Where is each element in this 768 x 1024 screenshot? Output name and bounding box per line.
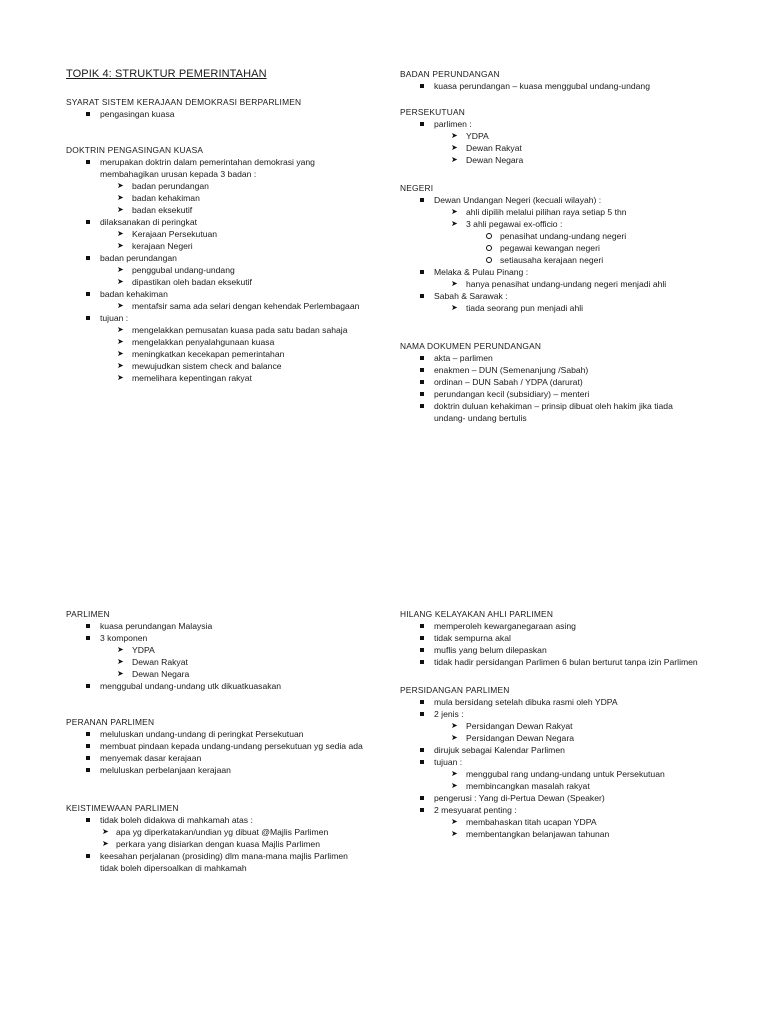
list-syarat — [66, 108, 366, 120]
arrow-bullet-icon: ➤ — [117, 277, 124, 286]
arrow-bullet-icon: ➤ — [117, 205, 124, 214]
list-item: ➤ Dewan Rakyat — [451, 143, 522, 153]
square-bullet-icon — [420, 648, 424, 652]
square-bullet-icon — [86, 756, 90, 760]
heading-parlimen: PARLIMEN — [66, 609, 110, 619]
list-item: ➤ Dewan Negara — [117, 669, 190, 679]
list-nama-dokumen — [400, 352, 700, 424]
square-bullet-icon — [420, 624, 424, 628]
list-item: Dewan Undangan Negeri (kecuali wilayah) : — [400, 194, 700, 206]
square-bullet-icon — [420, 760, 424, 764]
square-bullet-icon — [420, 392, 424, 396]
list-item: badan kehakiman — [66, 288, 366, 300]
list-item: ➤ Kerajaan Persekutuan — [117, 229, 218, 239]
heading-persidangan: PERSIDANGAN PARLIMEN — [400, 685, 510, 695]
list-item: ➤ 3 ahli pegawai ex-officio : — [451, 219, 563, 229]
circle-bullet-icon — [486, 245, 492, 251]
list-item: ➤ Dewan Negara — [451, 155, 524, 165]
arrow-bullet-icon: ➤ — [117, 349, 124, 358]
right-column-bottom — [400, 608, 700, 840]
square-bullet-icon — [86, 220, 90, 224]
list-item: ➤ penggubal undang-undang — [117, 265, 235, 275]
arrow-bullet-icon: ➤ — [451, 829, 458, 838]
arrow-bullet-icon: ➤ — [451, 733, 458, 742]
list-item: ➤ membahaskan titah ucapan YDPA — [451, 817, 597, 827]
square-bullet-icon — [420, 294, 424, 298]
heading-badan-perundangan: BADAN PERUNDANGAN — [400, 69, 500, 79]
list-item: ➤ kerajaan Negeri — [117, 241, 193, 251]
list-item: ➤ badan eksekutif — [117, 205, 193, 215]
square-bullet-icon — [420, 84, 424, 88]
arrow-bullet-icon: ➤ — [451, 303, 458, 312]
list-item: enakmen – DUN (Semenanjung /Sabah) — [400, 364, 700, 376]
list-item: kuasa perundangan Malaysia — [66, 620, 366, 632]
list-item: ➤ mentafsir sama ada selari dengan kehendak Perlembagaan — [117, 301, 360, 311]
list-item: meluluskan perbelanjaan kerajaan — [66, 764, 366, 776]
list-item: ➤ YDPA — [451, 131, 489, 141]
square-bullet-icon — [420, 796, 424, 800]
arrow-bullet-icon: ➤ — [117, 241, 124, 250]
arrow-bullet-icon: ➤ — [117, 373, 124, 382]
right-column-top — [400, 68, 700, 424]
square-bullet-icon — [86, 854, 90, 858]
arrow-bullet-icon: ➤ — [117, 181, 124, 190]
list-item: parlimen : — [400, 118, 700, 130]
list-item: meluluskan undang-undang di peringkat Persekutuan — [66, 728, 366, 740]
square-bullet-icon — [86, 636, 90, 640]
list-item: kuasa perundangan – kuasa menggubal undang-undang — [400, 80, 700, 92]
list-persekutuan — [400, 118, 700, 166]
square-bullet-icon — [420, 198, 424, 202]
page-title: TOPIK 4: STRUKTUR PEMERINTAHAN — [66, 68, 267, 80]
arrow-bullet-icon: ➤ — [117, 669, 124, 678]
heading-doktrin: DOKTRIN PENGASINGAN KUASA — [66, 145, 204, 155]
arrow-bullet-icon: ➤ — [117, 301, 124, 310]
list-item: ➤ YDPA — [117, 645, 155, 655]
list-item: ➤ Dewan Rakyat — [117, 657, 188, 667]
list-item: pengasingan kuasa — [66, 108, 366, 120]
list-hilang-kelayakan — [400, 620, 700, 668]
list-item: mula bersidang setelah dibuka rasmi oleh YDPA — [400, 696, 700, 708]
list-item: ➤ mengelakkan penyalahgunaan kuasa — [117, 337, 275, 347]
arrow-bullet-icon: ➤ — [117, 265, 124, 274]
list-item: muflis yang belum dilepaskan — [400, 644, 700, 656]
list-item: ➤ hanya penasihat undang-undang negeri menjadi ahli — [451, 279, 667, 289]
left-column-bottom — [66, 608, 366, 874]
list-item: ➤ badan perundangan — [117, 181, 209, 191]
heading-hilang-kelayakan: HILANG KELAYAKAN AHLI PARLIMEN — [400, 609, 554, 619]
list-doktrin — [66, 156, 366, 384]
list-item: membuat pindaan kepada undang-undang persekutuan yg sedia ada — [66, 740, 366, 752]
square-bullet-icon — [86, 768, 90, 772]
left-column-top — [66, 68, 366, 384]
list-item: ➤ Persidangan Dewan Rakyat — [451, 721, 573, 731]
arrow-bullet-icon: ➤ — [451, 143, 458, 152]
list-item: ➤ meningkatkan kecekapan pemerintahan — [117, 349, 285, 359]
list-item: ➤ perkara yang disiarkan dengan kuasa Majlis Parlimen — [102, 839, 320, 849]
list-negeri — [400, 194, 700, 314]
square-bullet-icon — [86, 160, 90, 164]
list-item: ➤ membentangkan belanjawan tahunan — [451, 829, 610, 839]
square-bullet-icon — [420, 380, 424, 384]
list-item: ➤ ahli dipilih melalui pilihan raya setiap 5 thn — [451, 207, 627, 217]
list-keistimewaan — [66, 814, 366, 874]
arrow-bullet-icon: ➤ — [117, 325, 124, 334]
square-bullet-icon — [420, 636, 424, 640]
list-item: 2 jenis : — [400, 708, 700, 720]
list-badan-perundangan — [400, 80, 700, 92]
list-item: pegawai kewangan negeri — [400, 242, 700, 254]
list-item: dirujuk sebagai Kalendar Parlimen — [400, 744, 700, 756]
arrow-bullet-icon: ➤ — [117, 193, 124, 202]
heading-keistimewaan: KEISTIMEWAAN PARLIMEN — [66, 803, 179, 813]
list-item: pengerusi : Yang di-Pertua Dewan (Speaker) — [400, 792, 700, 804]
arrow-bullet-icon: ➤ — [451, 781, 458, 790]
arrow-bullet-icon: ➤ — [451, 279, 458, 288]
list-item: tujuan : — [66, 312, 366, 324]
list-item: tidak boleh didakwa di mahkamah atas : — [66, 814, 366, 826]
list-item: doktrin duluan kehakiman – prinsip dibuat oleh hakim jika tiada undang- undang bertulis — [400, 400, 700, 424]
circle-bullet-icon — [486, 257, 492, 263]
heading-syarat: SYARAT SISTEM KERAJAAN DEMOKRASI BERPARLIMEN — [66, 97, 302, 107]
heading-negeri: NEGERI — [400, 183, 434, 193]
arrow-bullet-icon: ➤ — [451, 207, 458, 216]
square-bullet-icon — [86, 316, 90, 320]
arrow-bullet-icon: ➤ — [117, 645, 124, 654]
square-bullet-icon — [86, 112, 90, 116]
square-bullet-icon — [420, 404, 424, 408]
heading-persekutuan: PERSEKUTUAN — [400, 107, 466, 117]
square-bullet-icon — [420, 808, 424, 812]
arrow-bullet-icon: ➤ — [451, 155, 458, 164]
square-bullet-icon — [86, 256, 90, 260]
square-bullet-icon — [420, 356, 424, 360]
arrow-bullet-icon: ➤ — [117, 361, 124, 370]
square-bullet-icon — [86, 624, 90, 628]
list-item: tidak hadir persidangan Parlimen 6 bulan berturut tanpa izin Parlimen — [400, 656, 700, 668]
arrow-bullet-icon: ➤ — [117, 337, 124, 346]
list-peranan — [66, 728, 366, 776]
list-item: badan perundangan — [66, 252, 366, 264]
list-item: keesahan perjalanan (prosiding) dlm mana-mana majlis Parlimen tidak boleh dipersoalkan di mahkamah — [66, 850, 366, 874]
square-bullet-icon — [420, 660, 424, 664]
square-bullet-icon — [420, 748, 424, 752]
list-item: Sabah & Sarawak : — [400, 290, 700, 302]
list-item: 2 mesyuarat penting : — [400, 804, 700, 816]
list-item: dilaksanakan di peringkat — [66, 216, 366, 228]
arrow-bullet-icon: ➤ — [117, 657, 124, 666]
square-bullet-icon — [86, 292, 90, 296]
square-bullet-icon — [86, 818, 90, 822]
arrow-bullet-icon: ➤ — [102, 839, 109, 848]
square-bullet-icon — [420, 122, 424, 126]
list-item: ➤ menggubal rang undang-undang untuk Persekutuan — [451, 769, 665, 779]
list-item: Melaka & Pulau Pinang : — [400, 266, 700, 278]
square-bullet-icon — [420, 270, 424, 274]
arrow-bullet-icon: ➤ — [451, 131, 458, 140]
list-item: tidak sempurna akal — [400, 632, 700, 644]
list-item: penasihat undang-undang negeri — [400, 230, 700, 242]
list-item: ➤ mengelakkan pemusatan kuasa pada satu badan sahaja — [117, 325, 348, 335]
heading-nama-dokumen: NAMA DOKUMEN PERUNDANGAN — [400, 341, 542, 351]
arrow-bullet-icon: ➤ — [117, 229, 124, 238]
list-item: ➤ dipastikan oleh badan eksekutif — [117, 277, 252, 287]
list-item: ➤ tiada seorang pun menjadi ahli — [451, 303, 584, 313]
circle-bullet-icon — [486, 233, 492, 239]
square-bullet-icon — [420, 712, 424, 716]
arrow-bullet-icon: ➤ — [451, 219, 458, 228]
list-item: ➤ badan kehakiman — [117, 193, 200, 203]
list-item: ➤ mewujudkan sistem check and balance — [117, 361, 282, 371]
square-bullet-icon — [86, 744, 90, 748]
list-item: menyemak dasar kerajaan — [66, 752, 366, 764]
list-item: merupakan doktrin dalam pemerintahan demokrasi yang membahagikan urusan kepada 3 badan : — [66, 156, 366, 180]
square-bullet-icon — [420, 700, 424, 704]
list-item: tujuan : — [400, 756, 700, 768]
list-item: ➤ Persidangan Dewan Negara — [451, 733, 574, 743]
square-bullet-icon — [420, 368, 424, 372]
arrow-bullet-icon: ➤ — [102, 827, 109, 836]
list-item: ➤ memelihara kepentingan rakyat — [117, 373, 252, 383]
list-item: ordinan – DUN Sabah / YDPA (darurat) — [400, 376, 700, 388]
list-item: menggubal undang-undang utk dikuatkuasakan — [66, 680, 366, 692]
list-parlimen — [66, 620, 366, 692]
list-persidangan — [400, 696, 700, 840]
list-item: memperoleh kewarganegaraan asing — [400, 620, 700, 632]
list-item: akta – parlimen — [400, 352, 700, 364]
list-item: setiausaha kerajaan negeri — [400, 254, 700, 266]
square-bullet-icon — [86, 732, 90, 736]
heading-peranan: PERANAN PARLIMEN — [66, 717, 155, 727]
list-item: 3 komponen — [66, 632, 366, 644]
list-item: ➤ apa yg diperkatakan/undian yg dibuat @Majlis Parlimen — [102, 827, 329, 837]
arrow-bullet-icon: ➤ — [451, 817, 458, 826]
list-item: ➤ membincangkan masalah rakyat — [451, 781, 590, 791]
list-item: perundangan kecil (subsidiary) – menteri — [400, 388, 700, 400]
arrow-bullet-icon: ➤ — [451, 769, 458, 778]
square-bullet-icon — [86, 684, 90, 688]
arrow-bullet-icon: ➤ — [451, 721, 458, 730]
